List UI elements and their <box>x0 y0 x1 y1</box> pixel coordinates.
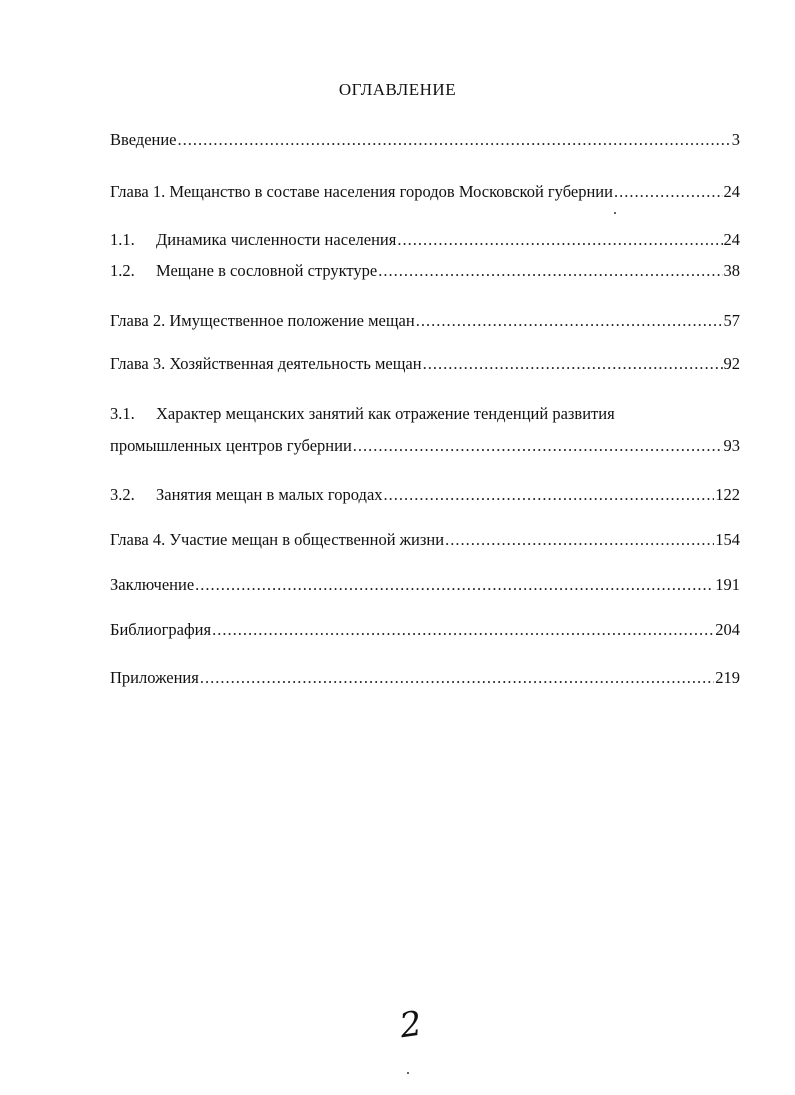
toc-entry-label: Приложения <box>110 668 199 687</box>
dot-leader <box>614 182 723 202</box>
toc-entry-page: 219 <box>715 668 740 687</box>
toc-entry-section-1-2 <box>110 261 740 283</box>
toc-entry-introduction <box>110 130 740 152</box>
toc-entry-chapter-1 <box>110 182 740 204</box>
toc-entry-number: 3.2. <box>110 485 135 504</box>
toc-entry-section-3-1-line-1 <box>110 404 740 426</box>
toc-entry-label: Динамика численности населения <box>156 230 397 249</box>
dot-leader <box>178 130 731 150</box>
toc-entry-page: 122 <box>715 485 740 504</box>
toc-entry-label: Библиография <box>110 620 212 639</box>
toc-entry-page: 57 <box>723 311 740 330</box>
toc-entry-section-1-1 <box>110 230 740 252</box>
dot-leader <box>397 230 722 250</box>
toc-entry-label: Введение <box>110 130 177 149</box>
toc-entry-label: Занятия мещан в малых городах <box>156 485 383 504</box>
dot-leader <box>353 436 723 456</box>
toc-entry-label: Глава 4. Участие мещан в общественной жизни <box>110 530 445 549</box>
toc-entry-chapter-3 <box>110 354 740 376</box>
toc-entry-label: Глава 3. Хозяйственная деятельность мещан <box>110 354 422 373</box>
dot-leader <box>416 311 723 331</box>
toc-entry-label: Глава 2. Имущественное положение мещан <box>110 311 415 330</box>
toc-entry-label: Мещане в сословной структуре <box>156 261 378 280</box>
toc-entry-page: 24 <box>723 182 740 201</box>
toc-entry-label: Глава 1. Мещанство в составе населения городов Московской губернии <box>110 182 613 201</box>
toc-entry-conclusion <box>110 575 740 597</box>
dot-leader <box>445 530 714 550</box>
toc-entry-page: 93 <box>723 436 740 455</box>
dot-leader <box>200 668 714 688</box>
toc-entry-section-3-2 <box>110 485 740 507</box>
scan-speck <box>614 212 616 214</box>
dot-leader <box>378 261 722 281</box>
toc-entry-page: 204 <box>715 620 740 639</box>
toc-entry-chapter-4 <box>110 530 740 552</box>
toc-entry-number: 3.1. <box>110 404 135 423</box>
toc-entry-number: 1.2. <box>110 261 135 280</box>
toc-entry-appendices <box>110 668 740 690</box>
toc-entry-section-3-1-line-2 <box>110 436 740 458</box>
toc-entry-label: Заключение <box>110 575 195 594</box>
toc-entry-page: 38 <box>723 261 740 280</box>
toc-entry-page: 154 <box>715 530 740 549</box>
toc-entry-chapter-2 <box>110 311 740 333</box>
toc-entry-bibliography <box>110 620 740 642</box>
toc-entry-page: 3 <box>731 130 740 149</box>
toc-entry-page: 92 <box>723 354 740 373</box>
toc-entry-number: 1.1. <box>110 230 135 249</box>
toc-entry-label: Характер мещанских занятий как отражение тенденций развития <box>156 404 615 423</box>
dot-leader <box>423 354 723 374</box>
handwritten-page-number: 2 <box>397 1003 425 1047</box>
dot-leader <box>195 575 714 595</box>
toc-entry-page: 24 <box>723 230 740 249</box>
toc-entry-label: промышленных центров губернии <box>110 436 352 455</box>
scan-speck <box>407 1072 409 1074</box>
page-title: ОГЛАВЛЕНИЕ <box>338 80 457 99</box>
dot-leader <box>384 485 715 505</box>
toc-entry-page: 191 <box>715 575 740 594</box>
dot-leader <box>212 620 714 640</box>
